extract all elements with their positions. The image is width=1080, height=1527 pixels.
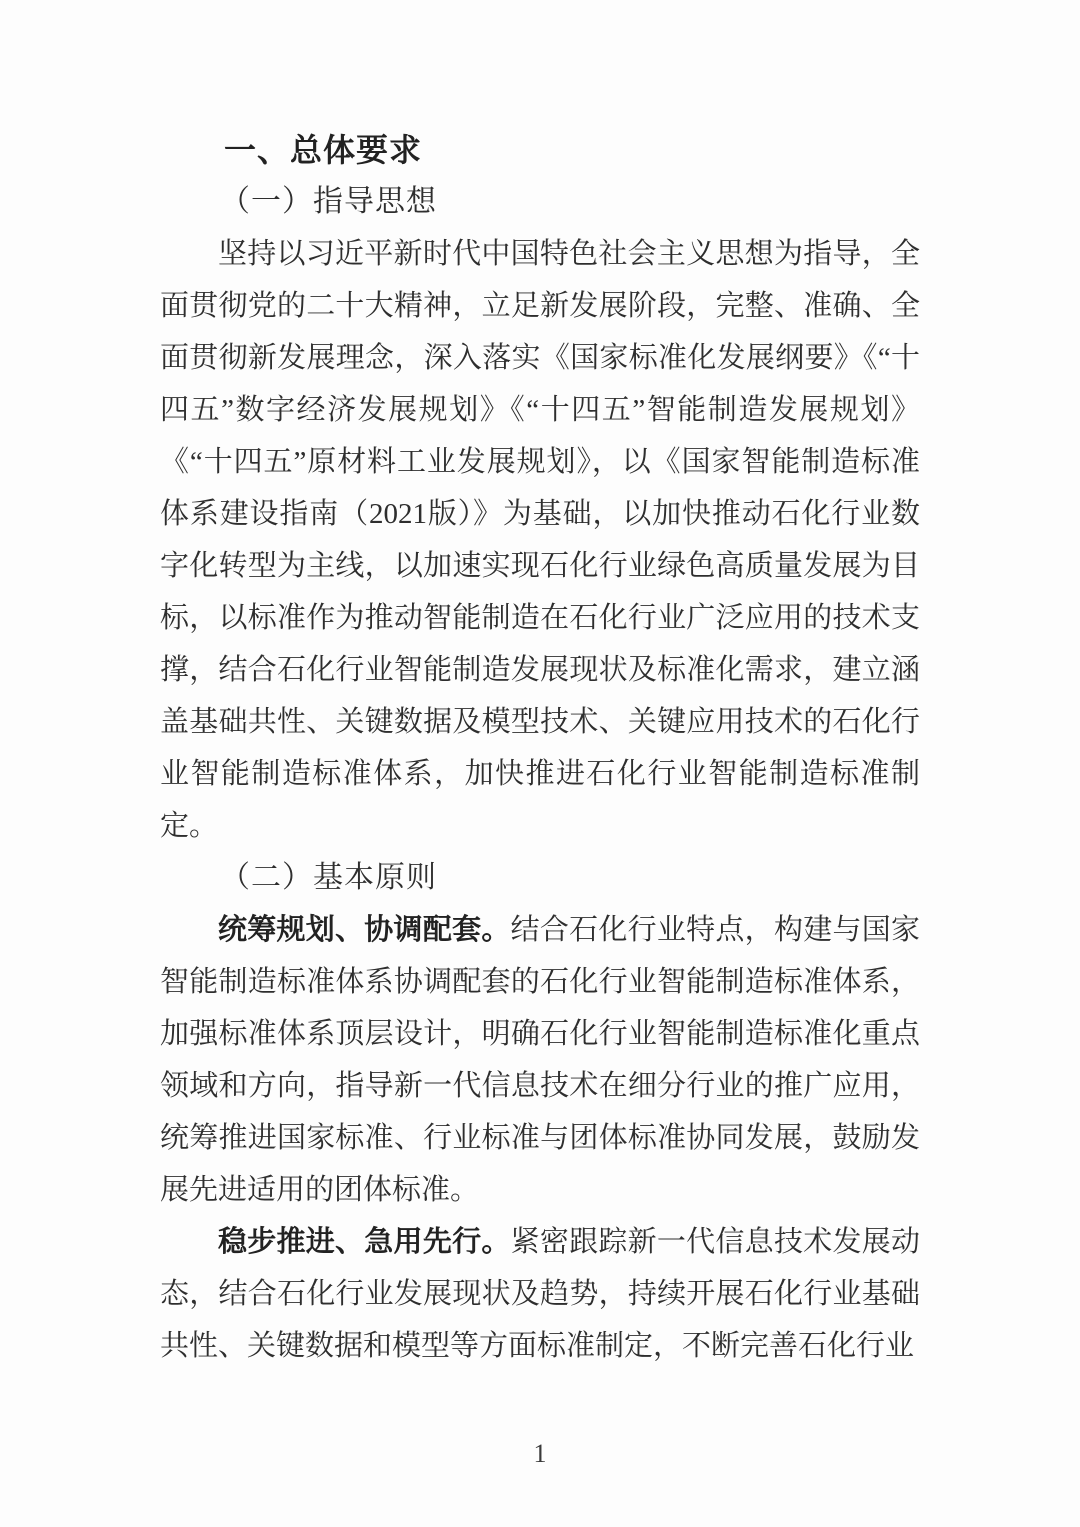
subheading-basic-principles: （二）基本原则 — [220, 861, 437, 894]
section-heading: 一、总体要求 — [224, 132, 423, 168]
paragraph-text: 紧密跟踪新一代信息技术发展动态，结合石化行业发展现状及趋势，持续开展石化行业基础共性、关键数据和模型等方面标准制定，不断完善石化行业 — [160, 1226, 920, 1362]
paragraph-text: 结合石化行业特点，构建与国家智能制造标准体系协调配套的石化行业智能制造标准体系，加强标准体系顶层设计，明确石化行业智能制造标准化重点领域和方向，指导新一代信息技术在细分行业的推广应用，统筹推进国家标准、行业标准与团体标准协同发展，鼓励发展先进适用的团体标准。 — [160, 914, 920, 1206]
lead-phrase: 统筹规划、协调配套。 — [218, 914, 511, 946]
paragraph-steady-advance — [160, 1216, 920, 1372]
page-number: 1 — [533, 1439, 547, 1468]
paragraph-guiding-ideology — [160, 228, 920, 852]
lead-phrase: 稳步推进、急用先行。 — [218, 1226, 511, 1258]
paragraph-overall-planning — [160, 904, 920, 1216]
paragraph-text: 坚持以习近平新时代中国特色社会主义思想为指导，全面贯彻党的二十大精神，立足新发展阶段，完整、准确、全面贯彻新发展理念，深入落实《国家标准化发展纲要》《“十四五”数字经济发展规划》《“十四五”智能制造发展规划》《“十四五”原材料工业发展规划》，以《国家智能制造标准体系建设指南（2021版）》为基础，以加快推动石化行业数字化转型为主线，以加速实现石化行业绿色高质量发展为目标，以标准作为推动智能制造在石化行业广泛应用的技术支撑，结合石化行业智能制造发展现状及标准化需求，建立涵盖基础共性、关键数据及模型技术、关键应用技术的石化行业智能制造标准体系，加快推进石化行业智能制造标准制定。 — [160, 238, 920, 842]
subheading-guiding-ideology: （一）指导思想 — [220, 185, 437, 218]
